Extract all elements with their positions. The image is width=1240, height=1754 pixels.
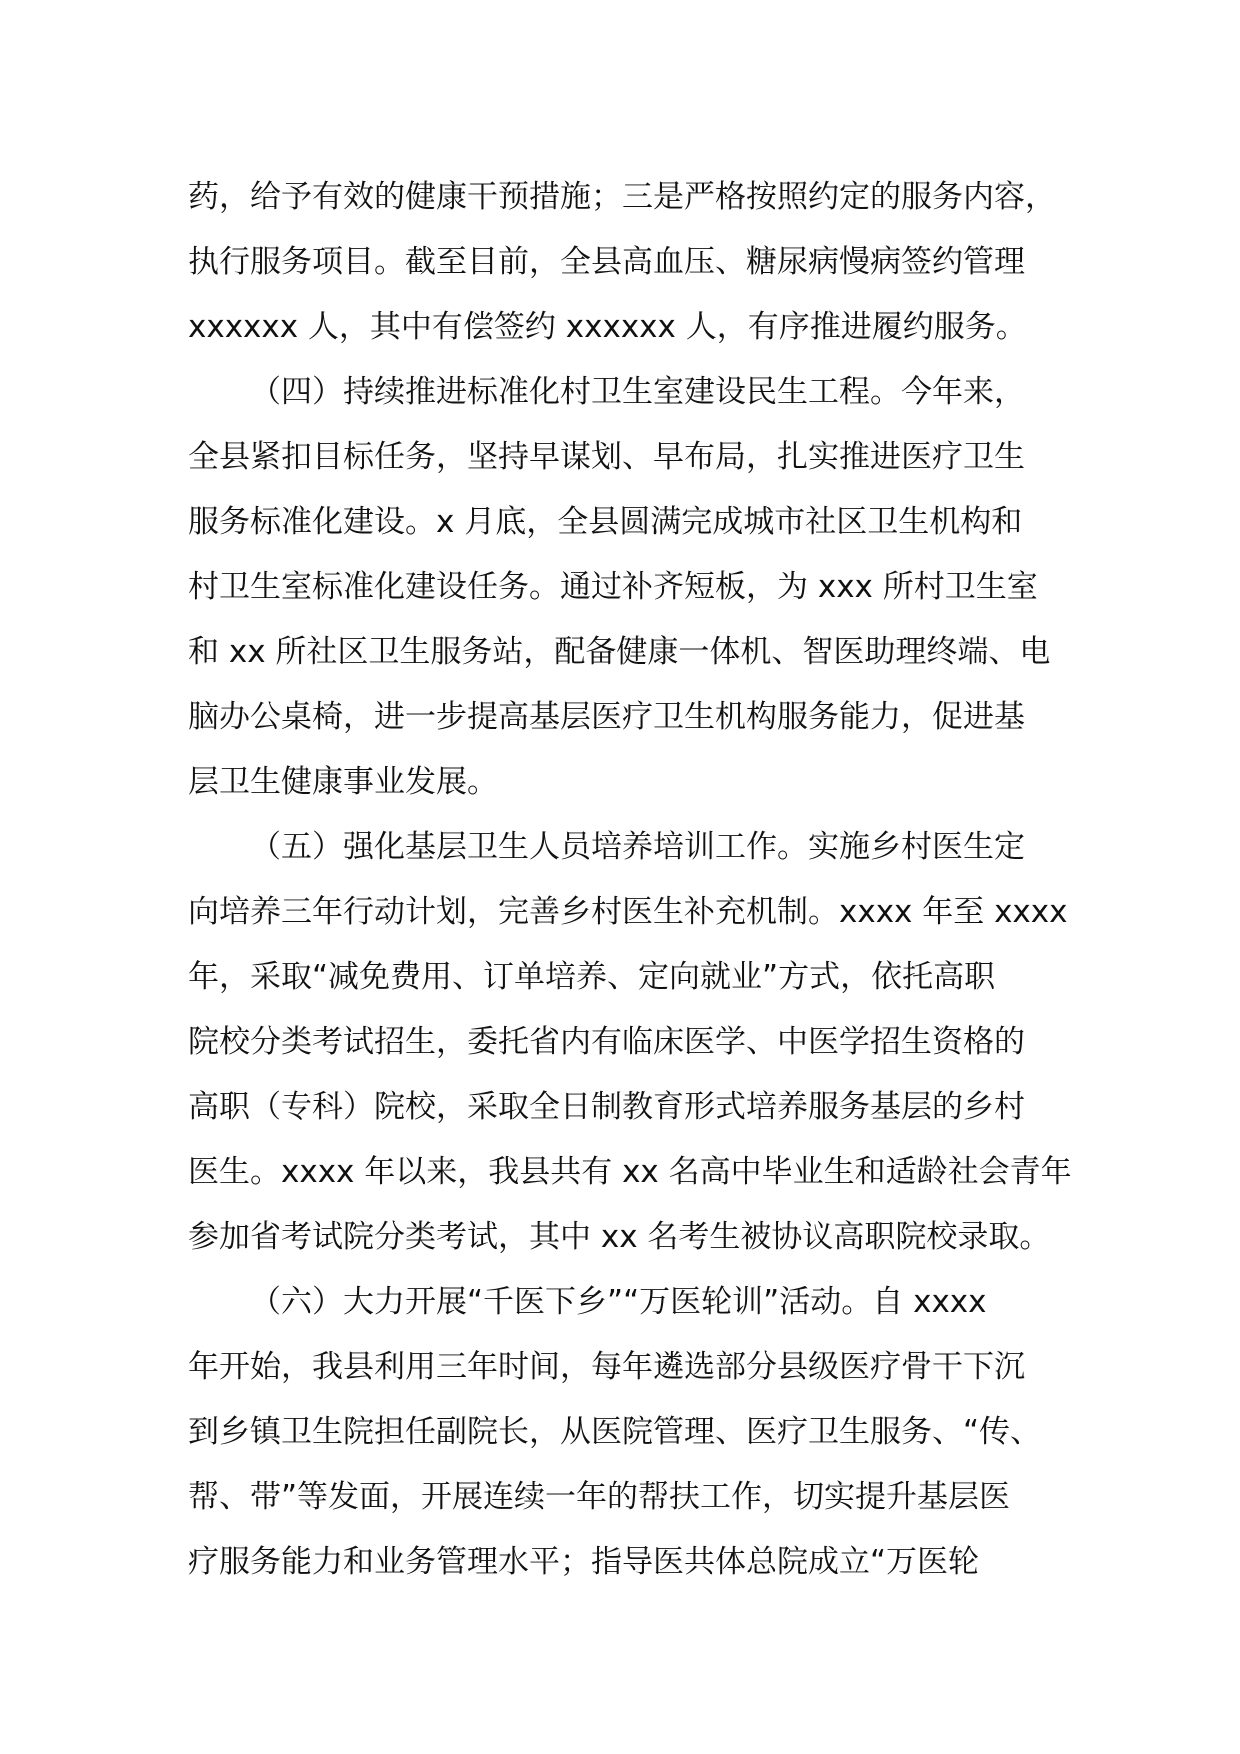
text-line: 年，采取“减免费用、订单培养、定向就业”方式，依托高职: [188, 959, 996, 995]
text-line: xxxxxx 人，其中有偿签约 xxxxxx 人，有序推进履约服务。: [188, 309, 1027, 345]
text-line: 医生。xxxx 年以来，我县共有 xx 名高中毕业生和适龄社会青年: [188, 1154, 1072, 1190]
document-body: [188, 165, 1072, 1595]
text-line: 年开始，我县利用三年时间，每年遴选部分县级医疗骨干下沉: [188, 1349, 1025, 1385]
section-heading-4: （四）持续推进标准化村卫生室建设民生工程。今年来，: [250, 374, 1025, 410]
text-line: 和 xx 所社区卫生服务站，配备健康一体机、智医助理终端、电: [188, 634, 1051, 670]
text-line: 帮、带”等发面，开展连续一年的帮扶工作，切实提升基层医: [188, 1479, 1011, 1515]
text-line: 向培养三年行动计划，完善乡村医生补充机制。xxxx 年至 xxxx: [188, 894, 1068, 930]
text-line: 疗服务能力和业务管理水平；指导医共体总院成立“万医轮: [188, 1544, 980, 1580]
text-line: 高职（专科）院校，采取全日制教育形式培养服务基层的乡村: [188, 1089, 1025, 1125]
section-heading-5: （五）强化基层卫生人员培养培训工作。实施乡村医生定: [250, 829, 1025, 865]
text-line: 药，给予有效的健康干预措施；三是严格按照约定的服务内容，: [188, 179, 1056, 215]
text-line: 服务标准化建设。x 月底，全县圆满完成城市社区卫生机构和: [188, 504, 1023, 540]
text-line: 参加省考试院分类考试，其中 xx 名考生被协议高职院校录取。: [188, 1219, 1051, 1255]
text-line: 到乡镇卫生院担任副院长，从医院管理、医疗卫生服务、“传、: [188, 1414, 1042, 1450]
text-line: 村卫生室标准化建设任务。通过补齐短板，为 xxx 所村卫生室: [188, 569, 1038, 605]
text-line: 层卫生健康事业发展。: [188, 764, 498, 800]
text-line: 脑办公桌椅，进一步提高基层医疗卫生机构服务能力，促进基: [188, 699, 1025, 735]
section-heading-6: （六）大力开展“千医下乡”“万医轮训”活动。自 xxxx: [250, 1284, 987, 1320]
text-line: 全县紧扣目标任务，坚持早谋划、早布局，扎实推进医疗卫生: [188, 439, 1025, 475]
text-line: 院校分类考试招生，委托省内有临床医学、中医学招生资格的: [188, 1024, 1025, 1060]
text-line: 执行服务项目。截至目前，全县高血压、糖尿病慢病签约管理: [188, 244, 1025, 280]
